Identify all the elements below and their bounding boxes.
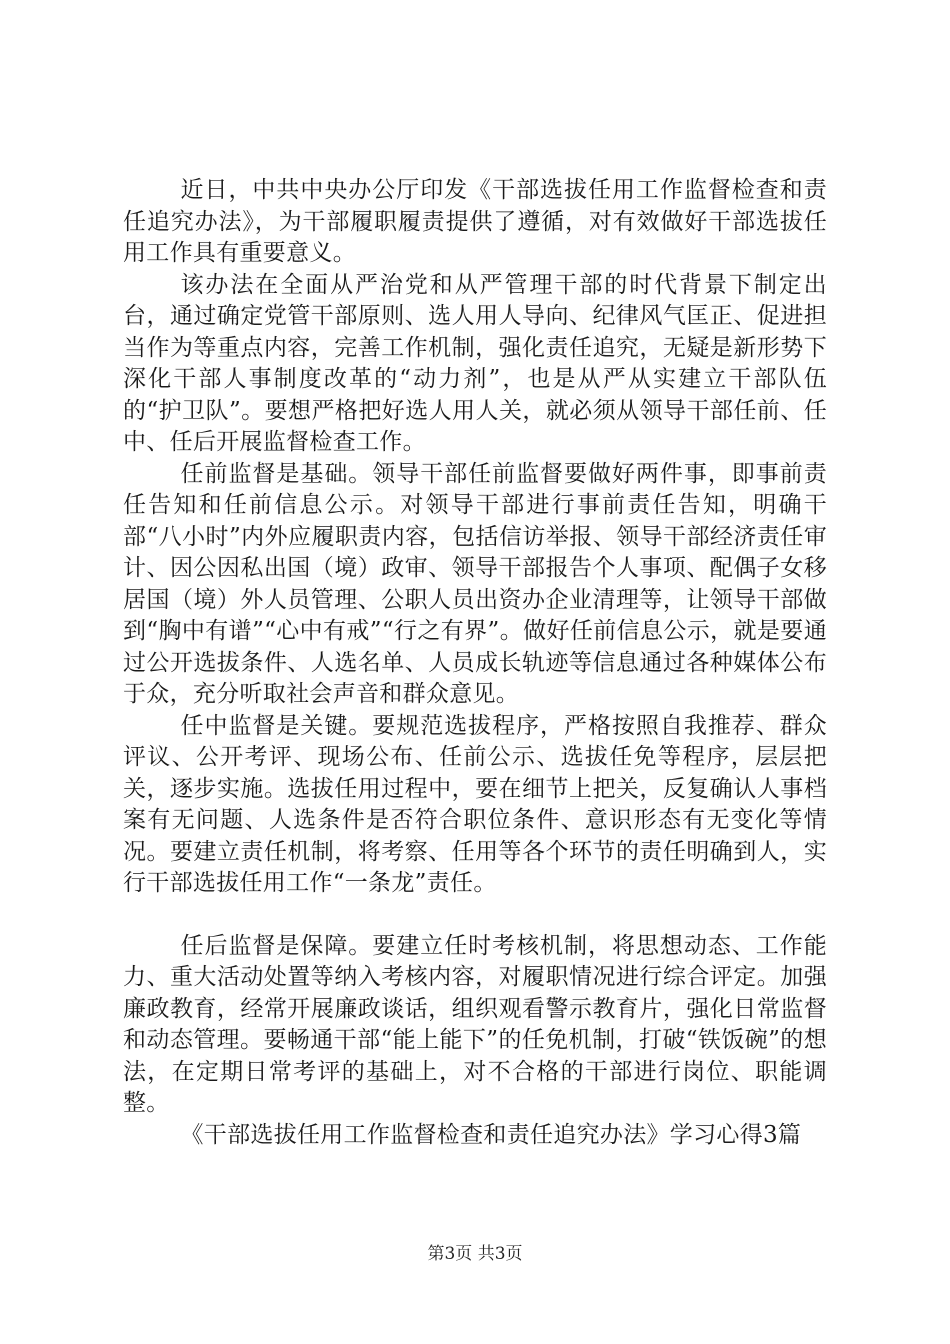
next-article-title: 《干部选拔任用工作监督检查和责任追究办法》学习心得3篇 [180, 1121, 802, 1148]
paragraph-during-appointment: 任中监督是关键。要规范选拔程序，严格按照自我推荐、群众评议、公开考评、现场公布、任前公示、选拔任免等程序，层层把关，逐步实施。选拔任用过程中，要在细节上把关，反复确认人事档案有无问题、人选条件是否符合职位条件、意识形态有无变化等情况。要建立责任机制，将考察、任用等各个环节的责任明确到人，实行干部选拔任用工作“一条龙”责任。 [123, 712, 827, 896]
paragraph-background: 该办法在全面从严治党和从严管理干部的时代背景下制定出台，通过确定党管干部原则、选人用人导向、纪律风气匡正、促进担当作为等重点内容，完善工作机制，强化责任追究，无疑是新形势下深化干部人事制度改革的“动力剂”，也是从严从实建立干部队伍的“护卫队”。要想严格把好选人用人关，就必须从领导干部任前、任中、任后开展监督检查工作。 [123, 271, 827, 455]
paragraph-post-appointment: 任后监督是保障。要建立任时考核机制，将思想动态、工作能力、重大活动处置等纳入考核内容，对履职情况进行综合评定。加强廉政教育，经常开展廉政谈话，组织观看警示教育片，强化日常监督和动态管理。要畅通干部“能上能下”的任免机制，打破“铁饭碗”的想法，在定期日常考评的基础上，对不合格的干部进行岗位、职能调整。 [123, 932, 827, 1116]
document-body [123, 175, 827, 1151]
page-number-footer: 第3页 共3页 [427, 1244, 523, 1264]
paragraph-intro: 近日，中共中央办公厅印发《干部选拔任用工作监督检查和责任追究办法》，为干部履职履责提供了遵循，对有效做好干部选拔任用工作具有重要意义。 [123, 177, 827, 266]
paragraph-pre-appointment: 任前监督是基础。领导干部任前监督要做好两件事，即事前责任告知和任前信息公示。对领导干部进行事前责任告知，明确干部“八小时”内外应履职责内容，包括信访举报、领导干部经济责任审计、因公因私出国（境）政审、领导干部报告个人事项、配偶子女移居国（境）外人员管理、公职人员出资办企业清理等，让领导干部做到“胸中有谱”“心中有戒”“行之有界”。做好任前信息公示，就是要通过公开选拔条件、人选名单、人员成长轨迹等信息通过各种媒体公布于众，充分听取社会声音和群众意见。 [123, 460, 827, 707]
